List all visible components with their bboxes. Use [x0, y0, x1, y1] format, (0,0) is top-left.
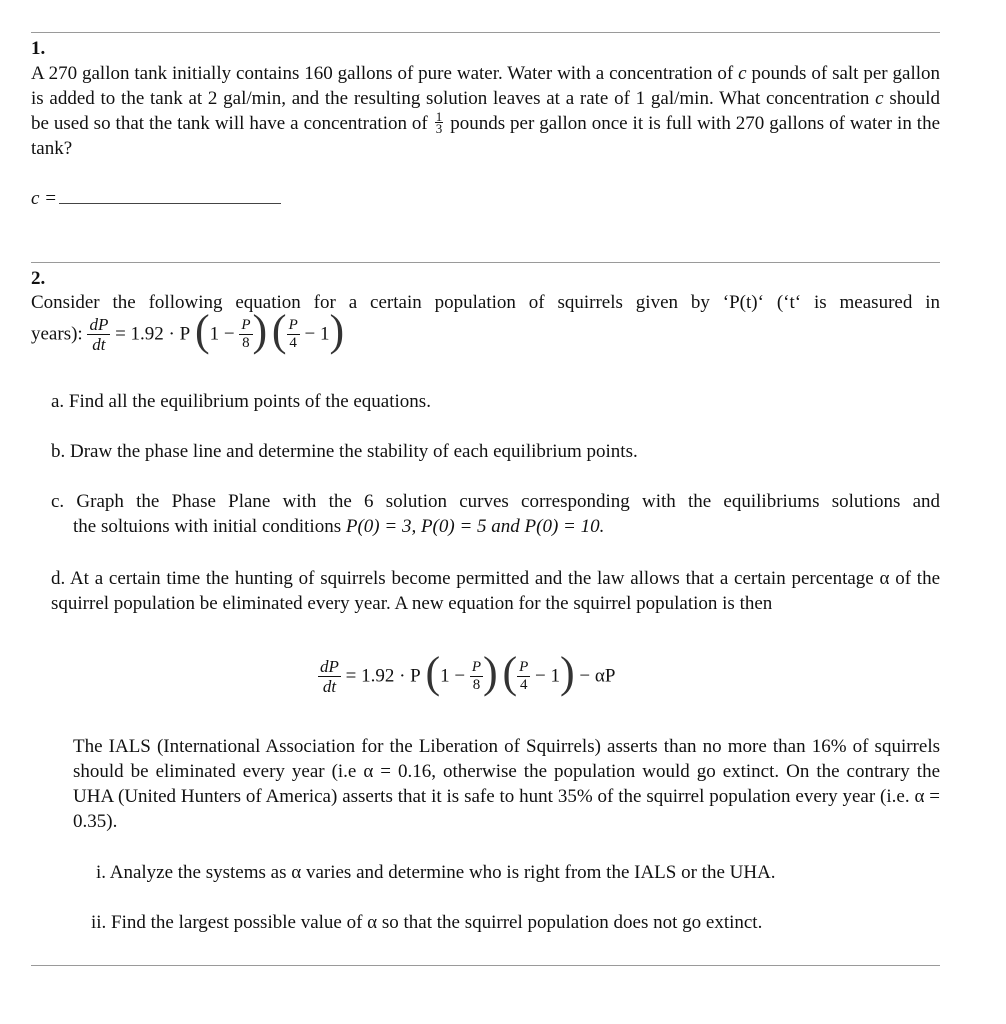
problem-2-number: 2.	[31, 268, 46, 289]
dp-dt-fraction-2: $\frac{dP}{dt}$	[320, 656, 339, 696]
c-answer-field[interactable]	[31, 186, 281, 211]
equation-1: years): $\frac{dP}{dt}$ = 1.92 · P (1 − $\frac{P}{8}$ ) ( $\frac{P}{4}$ − 1)	[31, 306, 345, 355]
p1-c-symbol: c	[738, 63, 747, 84]
alpha-p-term: − αP	[579, 665, 616, 687]
ials-paragraph: The IALS (International Association for the Liberation of Squirrels) asserts than no more than 16% of squirrels should be eliminated every year (i.e α = 0.16, otherwise the population would go extinct. On the contrary the UHA (United Hunters of America) asserts that it is safe to hunt 35% of the squirrel population every year (i.e. α = 0.35).	[73, 736, 940, 832]
p-over-4-fraction: $\frac{P}{4}$	[288, 316, 298, 351]
p1-text-part3: should be used so that the tank will have a concentration of	[31, 88, 941, 134]
p-over-8-fraction: $\frac{P}{8}$	[241, 316, 251, 351]
top-rule	[31, 32, 940, 33]
part-i: i. Analyze the systems as α varies and determine who is right from the IALS or the UHA.	[96, 862, 776, 883]
problem-2-intro: Consider the following equation for a certain population of squirrels given by ‘P(t)‘ (‘t‘ is measured in	[31, 292, 940, 313]
one-third-fraction: $\frac{1}{3}$	[435, 109, 443, 137]
bottom-rule	[31, 965, 940, 966]
years-label: years):	[31, 323, 83, 345]
part-b: b. Draw the phase line and determine the stability of each equilibrium points.	[51, 441, 638, 462]
part-ii: ii. Find the largest possible value of α so that the squirrel population does not go extinct.	[91, 912, 763, 933]
p1-text-part2: pounds of salt per gallon is added to the tank at 2 gal/min, and the resulting solution leaves at a rate of 1 gal/min. What concentration	[31, 63, 941, 109]
answer-blank[interactable]	[59, 189, 281, 204]
dp-dt-fraction: $\frac{dP}{dt}$	[89, 314, 109, 354]
problem-1-number: 1.	[31, 38, 46, 59]
c-answer-label: c =	[31, 188, 58, 209]
part-c-line1: c. Graph the Phase Plane with the 6 solution curves corresponding with the equilibriums solutions and	[51, 491, 940, 512]
part-a: a. Find all the equilibrium points of the equations.	[51, 391, 431, 412]
p1-c-symbol-2: c	[875, 88, 884, 109]
part-c-line2: the soltuions with initial conditions P(0) = 3, P(0) = 5 and P(0) = 10.	[73, 516, 605, 537]
p1-text-part1: A 270 gallon tank initially contains 160 gallons of pure water. Water with a concentration of	[31, 63, 734, 84]
equation-2: $\frac{dP}{dt}$ = 1.92 · P (1 − $\frac{P}{8}$ ) ( $\frac{P}{4}$ − 1) − αP	[320, 648, 616, 697]
part-d: d. At a certain time the hunting of squirrels become permitted and the law allows that a certain percentage α of the squirrel population be eliminated every year. A new equation for the squirrel population is then	[51, 568, 940, 614]
initial-conditions: P(0) = 3, P(0) = 5 and P(0) = 10.	[345, 516, 605, 537]
p1-text-part4: pounds per gallon once it is full with 270 gallons of water in the tank?	[31, 113, 941, 160]
problem-1-text	[31, 61, 940, 161]
middle-rule	[31, 262, 940, 263]
eq1-coefficient: = 1.92 · P	[115, 323, 191, 345]
